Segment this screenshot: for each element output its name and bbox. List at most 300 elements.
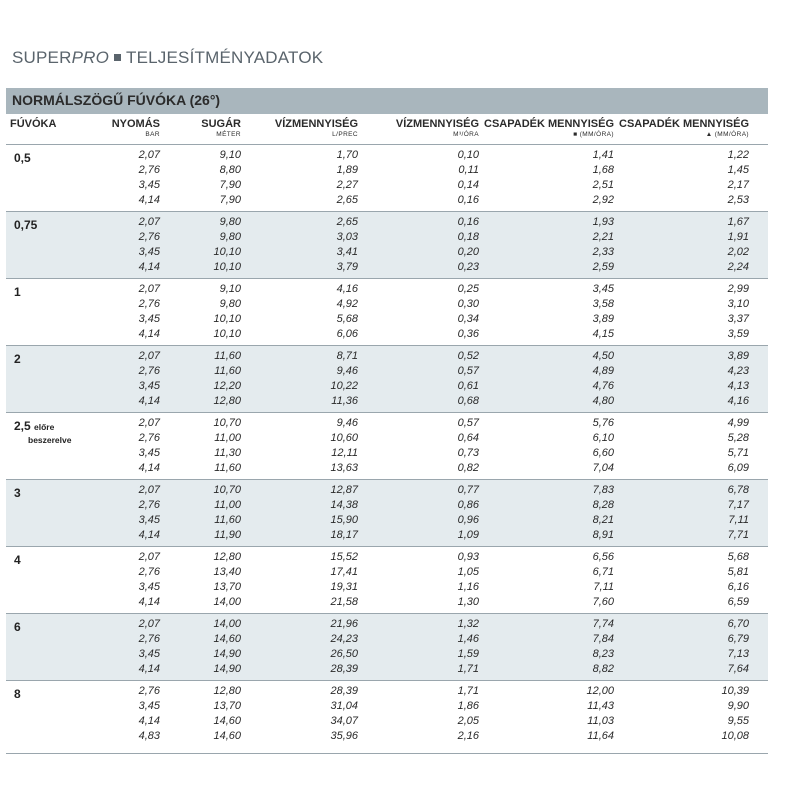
- table-cell: 8,28: [592, 499, 614, 511]
- column-header-3: [275, 118, 358, 138]
- table-cell: 1,22: [727, 149, 749, 161]
- table-row: [6, 730, 768, 745]
- table-row: [6, 462, 768, 477]
- table-cell: 3,03: [336, 231, 358, 243]
- table-cell: 2,76: [138, 685, 160, 697]
- table-cell: 15,52: [330, 551, 358, 563]
- table-cell: 10,10: [213, 261, 241, 273]
- table-cell: 4,14: [138, 715, 160, 727]
- table-cell: 1,30: [457, 596, 479, 608]
- table-cell: 1,16: [457, 581, 479, 593]
- table-cell: 0,25: [457, 283, 479, 295]
- table-cell: 6,78: [727, 484, 749, 496]
- table-cell: 1,70: [336, 149, 358, 161]
- table-cell: 9,80: [219, 298, 241, 310]
- table-cell: 0,64: [457, 432, 479, 444]
- table-cell: 3,45: [138, 648, 160, 660]
- table-cell: 4,83: [138, 730, 160, 742]
- table-row: [6, 380, 768, 395]
- table-row: [6, 663, 768, 678]
- table-cell: 4,14: [138, 596, 160, 608]
- table-cell: 2,07: [138, 283, 160, 295]
- table-cell: 14,60: [213, 715, 241, 727]
- table-bottom-rule: [6, 753, 768, 754]
- table-row: [6, 179, 768, 194]
- table-cell: 8,71: [336, 350, 358, 362]
- table-cell: 7,90: [219, 179, 241, 191]
- section-header-bar: [6, 88, 768, 114]
- table-cell: 3,45: [138, 447, 160, 459]
- table-cell: 12,20: [213, 380, 241, 392]
- table-cell: 3,37: [727, 313, 749, 325]
- table-cell: 0,30: [457, 298, 479, 310]
- table-cell: 0,77: [457, 484, 479, 496]
- table-cell: 34,07: [330, 715, 358, 727]
- column-header-label: CSAPADÉK MENNYISÉG: [619, 118, 749, 130]
- table-row: [6, 618, 768, 633]
- table-cell: 12,80: [213, 685, 241, 697]
- table-cell: 3,45: [138, 246, 160, 258]
- table-cell: 4,14: [138, 328, 160, 340]
- table-cell: 10,10: [213, 313, 241, 325]
- column-header-unit: BAR: [145, 131, 160, 138]
- table-cell: 6,79: [727, 633, 749, 645]
- table-cell: 8,82: [592, 663, 614, 675]
- table-cell: 4,99: [727, 417, 749, 429]
- table-cell: 6,09: [727, 462, 749, 474]
- table-cell: 11,60: [214, 514, 241, 526]
- table-cell: 6,10: [592, 432, 614, 444]
- table-cell: 2,59: [592, 261, 614, 273]
- page-title: [12, 48, 323, 68]
- column-header-label: SUGÁR: [201, 118, 241, 130]
- table-cell: 2,02: [727, 246, 749, 258]
- table-cell: 9,90: [727, 700, 749, 712]
- table-cell: 6,16: [727, 581, 749, 593]
- table-cell: 2,76: [138, 298, 160, 310]
- table-cell: 1,68: [592, 164, 614, 176]
- table-cell: 1,45: [727, 164, 749, 176]
- table-row: [6, 633, 768, 648]
- table-cell: 13,70: [213, 581, 241, 593]
- column-header-label: VÍZMENNYISÉG: [274, 118, 358, 130]
- table-row: [6, 328, 768, 343]
- table-cell: 0,82: [457, 462, 479, 474]
- table-cell: 10,70: [213, 417, 241, 429]
- table-cell: 0,57: [457, 365, 479, 377]
- table-cell: 14,00: [213, 596, 241, 608]
- table-cell: 0,68: [457, 395, 479, 407]
- table-cell: 14,60: [213, 633, 241, 645]
- table-cell: 0,14: [457, 179, 479, 191]
- table-cell: 7,11: [593, 581, 614, 593]
- table-cell: 4,14: [138, 395, 160, 407]
- nozzle-group: [6, 278, 768, 345]
- table-cell: 2,33: [592, 246, 614, 258]
- title-pro: PRO: [71, 48, 110, 67]
- table-cell: 14,00: [213, 618, 241, 630]
- table-cell: 13,40: [213, 566, 241, 578]
- table-cell: 3,45: [138, 581, 160, 593]
- table-cell: 18,17: [330, 529, 358, 541]
- table-cell: 4,23: [727, 365, 749, 377]
- table-cell: 1,89: [336, 164, 358, 176]
- table-row: [6, 499, 768, 514]
- nozzle-note-line2: beszerelve: [28, 435, 72, 445]
- table-cell: 2,76: [138, 164, 160, 176]
- table-cell: 4,16: [336, 283, 358, 295]
- nozzle-group: [6, 345, 768, 412]
- table-row: [6, 715, 768, 730]
- column-header-unit: M³/ÓRA: [453, 131, 479, 138]
- table-cell: 5,71: [727, 447, 749, 459]
- table-cell: 7,84: [592, 633, 614, 645]
- column-header-unit: ▲ (MM/ÓRA): [705, 131, 749, 138]
- nozzle-size-label: 1: [14, 285, 21, 299]
- nozzle-group: [6, 546, 768, 613]
- table-cell: 11,60: [214, 365, 241, 377]
- table-row: [6, 313, 768, 328]
- table-cell: 0,61: [457, 380, 479, 392]
- table-cell: 3,45: [138, 380, 160, 392]
- table-row: [6, 395, 768, 410]
- table-cell: 11,00: [214, 499, 241, 511]
- table-cell: 10,22: [330, 380, 358, 392]
- table-cell: 9,55: [727, 715, 749, 727]
- table-cell: 4,14: [138, 462, 160, 474]
- title-separator-square: [114, 54, 121, 61]
- table-row: [6, 246, 768, 261]
- table-cell: 2,05: [457, 715, 479, 727]
- table-cell: 5,68: [336, 313, 358, 325]
- table-cell: 26,50: [330, 648, 358, 660]
- title-rest: TELJESÍTMÉNYADATOK: [126, 48, 324, 67]
- table-row: [6, 700, 768, 715]
- table-cell: 3,45: [138, 313, 160, 325]
- column-header-1: [112, 118, 160, 138]
- table-cell: 0,18: [457, 231, 479, 243]
- nozzle-group: [6, 211, 768, 278]
- table-cell: 2,07: [138, 350, 160, 362]
- table-cell: 4,16: [727, 395, 749, 407]
- table-cell: 12,80: [213, 395, 241, 407]
- table-cell: 1,59: [457, 648, 479, 660]
- table-cell: 0,11: [458, 164, 479, 176]
- table-cell: 8,80: [219, 164, 241, 176]
- table-cell: 6,70: [727, 618, 749, 630]
- table-cell: 3,58: [592, 298, 614, 310]
- table-cell: 10,39: [721, 685, 749, 697]
- table-cell: 4,50: [592, 350, 614, 362]
- column-header-0: [10, 118, 56, 130]
- table-cell: 0,16: [457, 194, 479, 206]
- table-cell: 2,27: [336, 179, 358, 191]
- table-cell: 10,08: [721, 730, 749, 742]
- nozzle-size-label: 0,5: [14, 151, 31, 165]
- table-cell: 4,92: [336, 298, 358, 310]
- table-row: [6, 484, 768, 499]
- table-row: [6, 596, 768, 611]
- table-cell: 1,91: [727, 231, 749, 243]
- column-header-label: NYOMÁS: [111, 118, 160, 130]
- table-cell: 3,45: [138, 700, 160, 712]
- table-cell: 3,79: [336, 261, 358, 273]
- table-cell: 6,56: [592, 551, 614, 563]
- nozzle-group: [6, 613, 768, 680]
- table-cell: 3,89: [727, 350, 749, 362]
- table-cell: 2,76: [138, 432, 160, 444]
- table-row: [6, 216, 768, 231]
- table-cell: 9,46: [336, 365, 358, 377]
- column-header-label: VÍZMENNYISÉG: [395, 118, 479, 130]
- table-cell: 7,17: [727, 499, 749, 511]
- table-row: [6, 417, 768, 432]
- column-header-5: [484, 118, 614, 138]
- table-cell: 1,86: [457, 700, 479, 712]
- table-cell: 6,06: [336, 328, 358, 340]
- table-cell: 9,46: [336, 417, 358, 429]
- table-cell: 12,00: [586, 685, 614, 697]
- table-row: [6, 551, 768, 566]
- nozzle-size-label: 3: [14, 486, 21, 500]
- table-cell: 0,52: [457, 350, 479, 362]
- table-cell: 11,43: [587, 700, 614, 712]
- table-cell: 4,76: [592, 380, 614, 392]
- table-cell: 0,93: [457, 551, 479, 563]
- table-cell: 0,10: [457, 149, 479, 161]
- nozzle-group: [6, 680, 768, 747]
- table-cell: 17,41: [330, 566, 358, 578]
- table-cell: 28,39: [330, 663, 358, 675]
- table-cell: 5,81: [727, 566, 749, 578]
- column-header-label: CSAPADÉK MENNYISÉG: [484, 118, 614, 130]
- table-cell: 3,41: [336, 246, 358, 258]
- table-cell: 35,96: [330, 730, 358, 742]
- table-cell: 3,45: [138, 179, 160, 191]
- table-cell: 0,20: [457, 246, 479, 258]
- table-cell: 31,04: [330, 700, 358, 712]
- nozzle-note: előre: [34, 422, 55, 432]
- table-cell: 12,11: [331, 447, 358, 459]
- table-cell: 1,32: [457, 618, 479, 630]
- table-cell: 2,76: [138, 633, 160, 645]
- table-cell: 28,39: [330, 685, 358, 697]
- table-cell: 11,60: [214, 350, 241, 362]
- table-cell: 19,31: [330, 581, 358, 593]
- table-cell: 8,91: [592, 529, 614, 541]
- table-cell: 7,04: [592, 462, 614, 474]
- table-cell: 21,58: [330, 596, 358, 608]
- table-cell: 1,41: [592, 149, 614, 161]
- table-cell: 5,68: [727, 551, 749, 563]
- table-cell: 1,46: [457, 633, 479, 645]
- table-row: [6, 685, 768, 700]
- table-cell: 0,86: [457, 499, 479, 511]
- table-cell: 14,38: [330, 499, 358, 511]
- table-cell: 2,53: [727, 194, 749, 206]
- table-row: [6, 566, 768, 581]
- column-header-unit: MÉTER: [216, 131, 241, 138]
- table-cell: 7,11: [728, 514, 749, 526]
- table-cell: 10,70: [213, 484, 241, 496]
- table-cell: 0,57: [457, 417, 479, 429]
- table-row: [6, 514, 768, 529]
- nozzle-group: [6, 144, 768, 211]
- table-row: [6, 581, 768, 596]
- section-title: NORMÁLSZÖGŰ FÚVÓKA (26°): [12, 92, 221, 108]
- column-header-2: [201, 118, 241, 138]
- table-cell: 4,80: [592, 395, 614, 407]
- table-cell: 3,10: [727, 298, 749, 310]
- table-cell: 3,89: [592, 313, 614, 325]
- table-cell: 2,65: [336, 216, 358, 228]
- table-cell: 11,36: [331, 395, 358, 407]
- table-cell: 2,51: [592, 179, 614, 191]
- table-cell: 2,17: [727, 179, 749, 191]
- table-cell: 3,45: [138, 514, 160, 526]
- table-cell: 7,90: [219, 194, 241, 206]
- table-cell: 7,83: [592, 484, 614, 496]
- table-cell: 7,60: [592, 596, 614, 608]
- table-cell: 1,67: [727, 216, 749, 228]
- table-cell: 14,60: [213, 730, 241, 742]
- table-cell: 8,23: [592, 648, 614, 660]
- table-cell: 11,60: [214, 462, 241, 474]
- table-cell: 24,23: [330, 633, 358, 645]
- table-cell: 11,64: [587, 730, 614, 742]
- table-cell: 4,13: [727, 380, 749, 392]
- table-cell: 10,10: [213, 328, 241, 340]
- table-cell: 9,80: [219, 231, 241, 243]
- nozzle-size-label: 2,5: [14, 419, 31, 433]
- nozzle-group: [6, 479, 768, 546]
- table-cell: 12,80: [213, 551, 241, 563]
- table-row: [6, 529, 768, 544]
- table-cell: 0,23: [457, 261, 479, 273]
- table-cell: 7,71: [727, 529, 749, 541]
- table-cell: 8,21: [592, 514, 614, 526]
- table-cell: 5,76: [592, 417, 614, 429]
- table-cell: 2,07: [138, 618, 160, 630]
- table-cell: 10,60: [330, 432, 358, 444]
- table-cell: 11,00: [214, 432, 241, 444]
- table-cell: 9,10: [219, 149, 241, 161]
- table-cell: 2,07: [138, 417, 160, 429]
- table-cell: 6,60: [592, 447, 614, 459]
- table-cell: 0,96: [457, 514, 479, 526]
- table-cell: 2,76: [138, 365, 160, 377]
- nozzle-size-label: 2: [14, 352, 21, 366]
- column-header-unit: L/PREC: [332, 131, 358, 138]
- table-row: [6, 231, 768, 246]
- table-cell: 1,71: [457, 685, 479, 697]
- table-cell: 21,96: [330, 618, 358, 630]
- column-header-unit: ■ (MM/ÓRA): [573, 131, 614, 138]
- table-cell: 14,90: [213, 663, 241, 675]
- table-cell: 13,63: [330, 462, 358, 474]
- table-cell: 1,71: [457, 663, 479, 675]
- table-cell: 6,71: [592, 566, 614, 578]
- table-cell: 0,34: [457, 313, 479, 325]
- table-cell: 1,05: [457, 566, 479, 578]
- table-cell: 2,99: [727, 283, 749, 295]
- table-cell: 7,74: [592, 618, 614, 630]
- table-cell: 3,59: [727, 328, 749, 340]
- table-cell: 2,92: [592, 194, 614, 206]
- table-cell: 4,14: [138, 194, 160, 206]
- table-cell: 11,03: [587, 715, 614, 727]
- table-cell: 2,16: [457, 730, 479, 742]
- table-row: [6, 283, 768, 298]
- column-header-label: FÚVÓKA: [10, 118, 57, 130]
- table-cell: 2,65: [336, 194, 358, 206]
- table-cell: 5,28: [727, 432, 749, 444]
- table-cell: 2,21: [592, 231, 614, 243]
- table-cell: 2,24: [727, 261, 749, 273]
- table-row: [6, 365, 768, 380]
- table-cell: 11,30: [214, 447, 241, 459]
- table-row: [6, 261, 768, 276]
- table-row: [6, 164, 768, 179]
- table-cell: 4,89: [592, 365, 614, 377]
- table-cell: 2,76: [138, 566, 160, 578]
- table-row: [6, 149, 768, 164]
- table-cell: 10,10: [213, 246, 241, 258]
- table-cell: 2,07: [138, 551, 160, 563]
- column-header-4: [396, 118, 479, 138]
- table-cell: 13,70: [213, 700, 241, 712]
- table-cell: 2,07: [138, 216, 160, 228]
- table-row: [6, 432, 768, 447]
- table-cell: 9,80: [219, 216, 241, 228]
- table-cell: 4,15: [592, 328, 614, 340]
- nozzle-group: [6, 412, 768, 479]
- table-cell: 9,10: [219, 283, 241, 295]
- nozzle-size-label: 6: [14, 620, 21, 634]
- table-row: [6, 298, 768, 313]
- table-row: [6, 350, 768, 365]
- table-cell: 0,73: [457, 447, 479, 459]
- nozzle-size-label: 0,75: [14, 218, 38, 232]
- table-cell: 3,45: [592, 283, 614, 295]
- table-cell: 4,14: [138, 261, 160, 273]
- table-cell: 1,09: [457, 529, 479, 541]
- table-cell: 11,90: [214, 529, 241, 541]
- table-cell: 1,93: [592, 216, 614, 228]
- table-cell: 0,36: [457, 328, 479, 340]
- table-cell: 2,07: [138, 484, 160, 496]
- table-cell: 2,76: [138, 499, 160, 511]
- table-cell: 4,14: [138, 663, 160, 675]
- table-cell: 12,87: [330, 484, 358, 496]
- table-cell: 15,90: [330, 514, 358, 526]
- table-cell: 7,64: [727, 663, 749, 675]
- nozzle-size-label: 4: [14, 553, 21, 567]
- table-cell: 2,07: [138, 149, 160, 161]
- table-row: [6, 447, 768, 462]
- table-cell: 14,90: [213, 648, 241, 660]
- table-cell: 4,14: [138, 529, 160, 541]
- column-header-6: [619, 118, 749, 138]
- nozzle-size-label: 8: [14, 687, 21, 701]
- table-row: [6, 194, 768, 209]
- table-cell: 7,13: [727, 648, 749, 660]
- table-row: [6, 648, 768, 663]
- title-super: SUPER: [12, 48, 72, 67]
- table-cell: 6,59: [727, 596, 749, 608]
- table-cell: 2,76: [138, 231, 160, 243]
- table-cell: 0,16: [457, 216, 479, 228]
